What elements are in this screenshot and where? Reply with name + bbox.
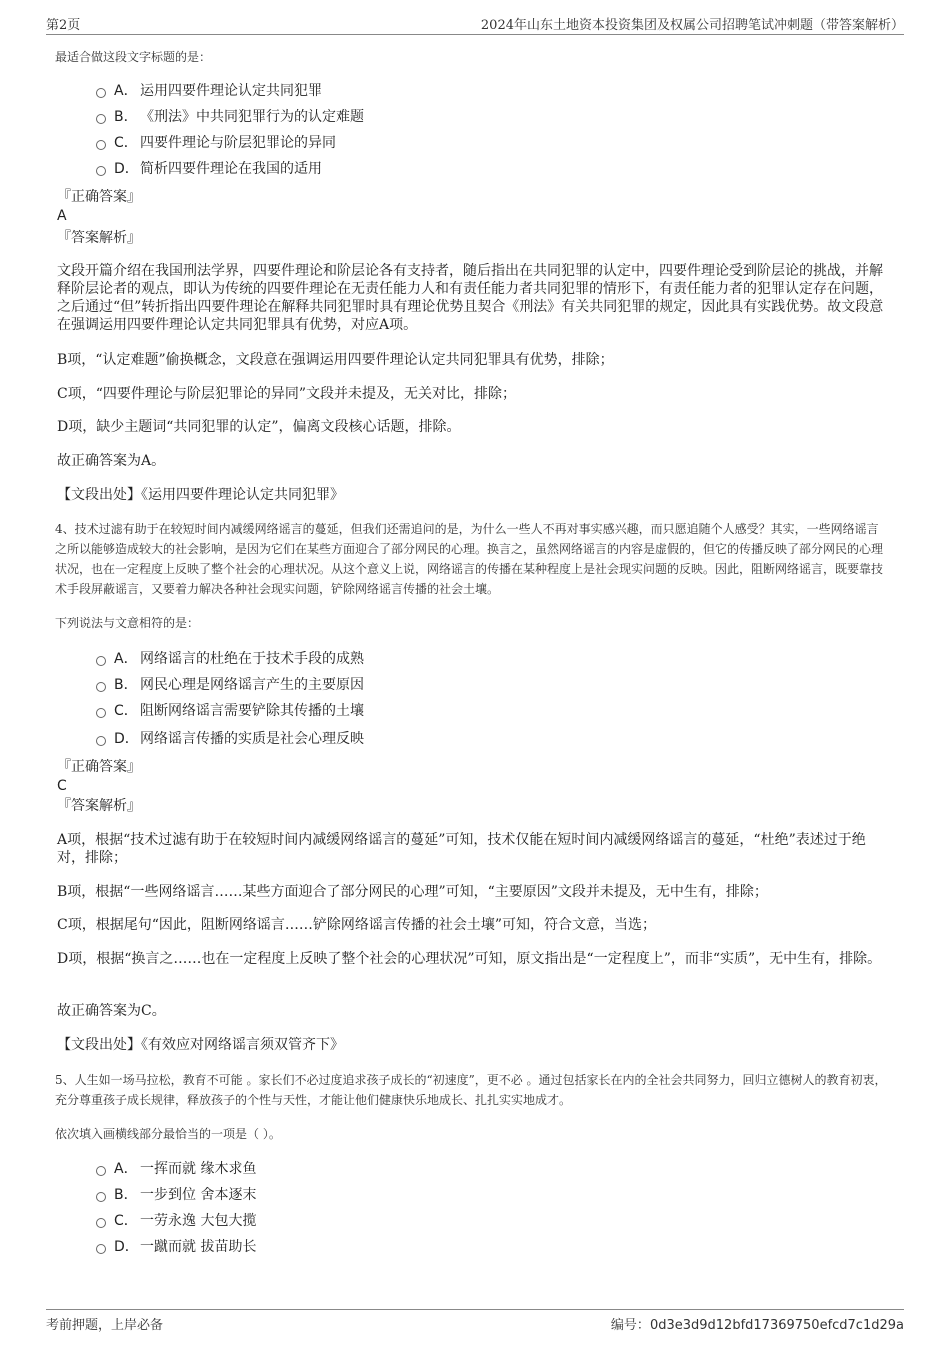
q5-option-a[interactable]: A． 一挥而就 缘木求鱼 bbox=[96, 1160, 256, 1178]
q4-prompt: 下列说法与文意相符的是： bbox=[55, 616, 200, 630]
q4-analysis-a: A项，根据“技术过滤有助于在较短时间内减缓网络谣言的蔓延”可知，技术仅能在短时间内减缓网络谣言的蔓延，“杜绝”表述过于绝对，排除； bbox=[57, 832, 866, 866]
q3-option-a[interactable]: A． 运用四要件理论认定共同犯罪 bbox=[96, 82, 322, 100]
radio-icon[interactable] bbox=[96, 1218, 106, 1228]
q3-prompt: 最适合做这段文字标题的是： bbox=[55, 50, 212, 64]
q5-prompt: 依次填入画横线部分最恰当的一项是（ ）。 bbox=[55, 1127, 281, 1141]
code-label: 编号： bbox=[610, 1318, 650, 1333]
q3-analysis-label: 『答案解析』 bbox=[57, 230, 141, 246]
q4-analysis-d: D项，根据“换言之……也在一定程度上反映了整个社会的心理状况”可知，原文指出是“一定程度上”，而非“实质”，无中生有，排除。 bbox=[57, 951, 882, 967]
document-code bbox=[611, 1314, 904, 1333]
q4-option-a[interactable]: A． 网络谣言的杜绝在于技术手段的成熟 bbox=[96, 650, 364, 668]
q4-conclusion: 故正确答案为C。 bbox=[57, 1003, 166, 1019]
q4-analysis-b: B项，根据“一些网络谣言……某些方面迎合了部分网民的心理”可知，“主要原因”文段并未提及，无中生有，排除； bbox=[57, 884, 768, 900]
code-value: 0d3e3d9d12bfd17369750efcd7c1d29a bbox=[649, 1318, 904, 1333]
q5-option-c[interactable]: C． 一劳永逸 大包大揽 bbox=[96, 1212, 256, 1230]
radio-icon[interactable] bbox=[96, 708, 106, 718]
q3-analysis-c: C项，“四要件理论与阶层犯罪论的异同”文段并未提及，无关对比，排除； bbox=[57, 386, 517, 402]
q3-answer: A bbox=[57, 208, 67, 224]
radio-icon[interactable] bbox=[96, 88, 106, 98]
q4-answer: C bbox=[57, 778, 67, 794]
radio-icon[interactable] bbox=[96, 1244, 106, 1254]
document-title: 2024年山东土地资本投资集团及权属公司招聘笔试冲刺题（带答案解析） bbox=[480, 18, 904, 33]
q3-conclusion: 故正确答案为A。 bbox=[57, 453, 166, 469]
q3-option-b[interactable]: B． 《刑法》中共同犯罪行为的认定难题 bbox=[96, 108, 364, 126]
q4-analysis-label: 『答案解析』 bbox=[57, 798, 141, 814]
radio-icon[interactable] bbox=[96, 1192, 106, 1202]
radio-icon[interactable] bbox=[96, 140, 106, 150]
radio-icon[interactable] bbox=[96, 656, 106, 666]
page-footer bbox=[46, 1309, 904, 1334]
q3-answer-label: 『正确答案』 bbox=[57, 189, 141, 205]
page-number: 第2页 bbox=[46, 18, 81, 33]
q4-option-d[interactable]: D．网络谣言传播的实质是社会心理反映 bbox=[96, 730, 364, 748]
radio-icon[interactable] bbox=[96, 1166, 106, 1176]
radio-icon[interactable] bbox=[96, 114, 106, 124]
q5-option-d[interactable]: D．一蹴而就 拔苗助长 bbox=[96, 1238, 256, 1256]
q4-source: 【文段出处】《有效应对网络谣言须双管齐下》 bbox=[57, 1037, 344, 1053]
q4-option-c[interactable]: C． 阻断网络谣言需要铲除其传播的土壤 bbox=[96, 702, 364, 720]
q3-analysis-b: B项，“认定难题”偷换概念，文段意在强调运用四要件理论认定共同犯罪具有优势，排除； bbox=[57, 352, 614, 368]
page-header bbox=[46, 14, 904, 35]
q3-option-d[interactable]: D．简析四要件理论在我国的适用 bbox=[96, 160, 322, 178]
q4-stem: 4、技术过滤有助于在较短时间内减缓网络谣言的蔓延，但我们还需追问的是，为什么一些人不再对事实感兴趣，而只愿追随个人感受？其实，一些网络谣言之所以能够造成较大的社会影响，是因为它们在某些方面迎合了部分网民的心理。换言之，虽然网络谣言的内容是虚假的，但它的传播反映了部分网民的心理状况，也在一定程度上反映了整个社会的心理状况。从这个意义上说，网络谣言的传播在某种程度上是社会现实问题的反映。因此，阻断网络谣言，既要靠技术手段屏蔽谣言，又要着力解决各种社会现实问题，铲除网络谣言传播的社会土壤。 bbox=[55, 522, 884, 596]
q5-stem: 5、人生如一场马拉松，教育不可能 。家长们不必过度追求孩子成长的“初速度”，更不必 。通过包括家长在内的全社会共同努力，回归立德树人的教育初衷，充分尊重孩子成长规律，释放孩子的个性与天性，才能让他们健康快乐地成长、扎扎实实地成才。 bbox=[55, 1073, 887, 1107]
q5-option-b[interactable]: B． 一步到位 舍本逐末 bbox=[96, 1186, 256, 1204]
radio-icon[interactable] bbox=[96, 736, 106, 746]
radio-icon[interactable] bbox=[96, 166, 106, 176]
q3-source: 【文段出处】《运用四要件理论认定共同犯罪》 bbox=[57, 487, 344, 503]
q3-analysis-main: 文段开篇介绍在我国刑法学界，四要件理论和阶层论各有支持者，随后指出在共同犯罪的认定中，四要件理论受到阶层论的挑战，并解释阶层论者的观点，即认为传统的四要件理论在无责任能力人和有责任能力者共同犯罪的情形下，有责任能力者的犯罪认定存在问题，之后通过“但”转折指出四要件理论在解释共同犯罪时具有理论优势且契合《刑法》有关共同犯罪的规定，因此具有实践优势。故文段意在强调运用四要件理论认定共同犯罪具有优势，对应A项。 bbox=[57, 263, 884, 333]
q4-option-b[interactable]: B． 网民心理是网络谣言产生的主要原因 bbox=[96, 676, 364, 694]
q3-analysis-d: D项，缺少主题词“共同犯罪的认定”，偏离文段核心话题，排除。 bbox=[57, 419, 461, 435]
footer-slogan: 考前押题，上岸必备 bbox=[46, 1318, 164, 1333]
q4-answer-label: 『正确答案』 bbox=[57, 759, 141, 775]
radio-icon[interactable] bbox=[96, 682, 106, 692]
q3-option-c[interactable]: C． 四要件理论与阶层犯罪论的异同 bbox=[96, 134, 336, 152]
q4-analysis-c: C项，根据尾句“因此，阻断网络谣言……铲除网络谣言传播的社会土壤”可知，符合文意，当选； bbox=[57, 917, 657, 933]
